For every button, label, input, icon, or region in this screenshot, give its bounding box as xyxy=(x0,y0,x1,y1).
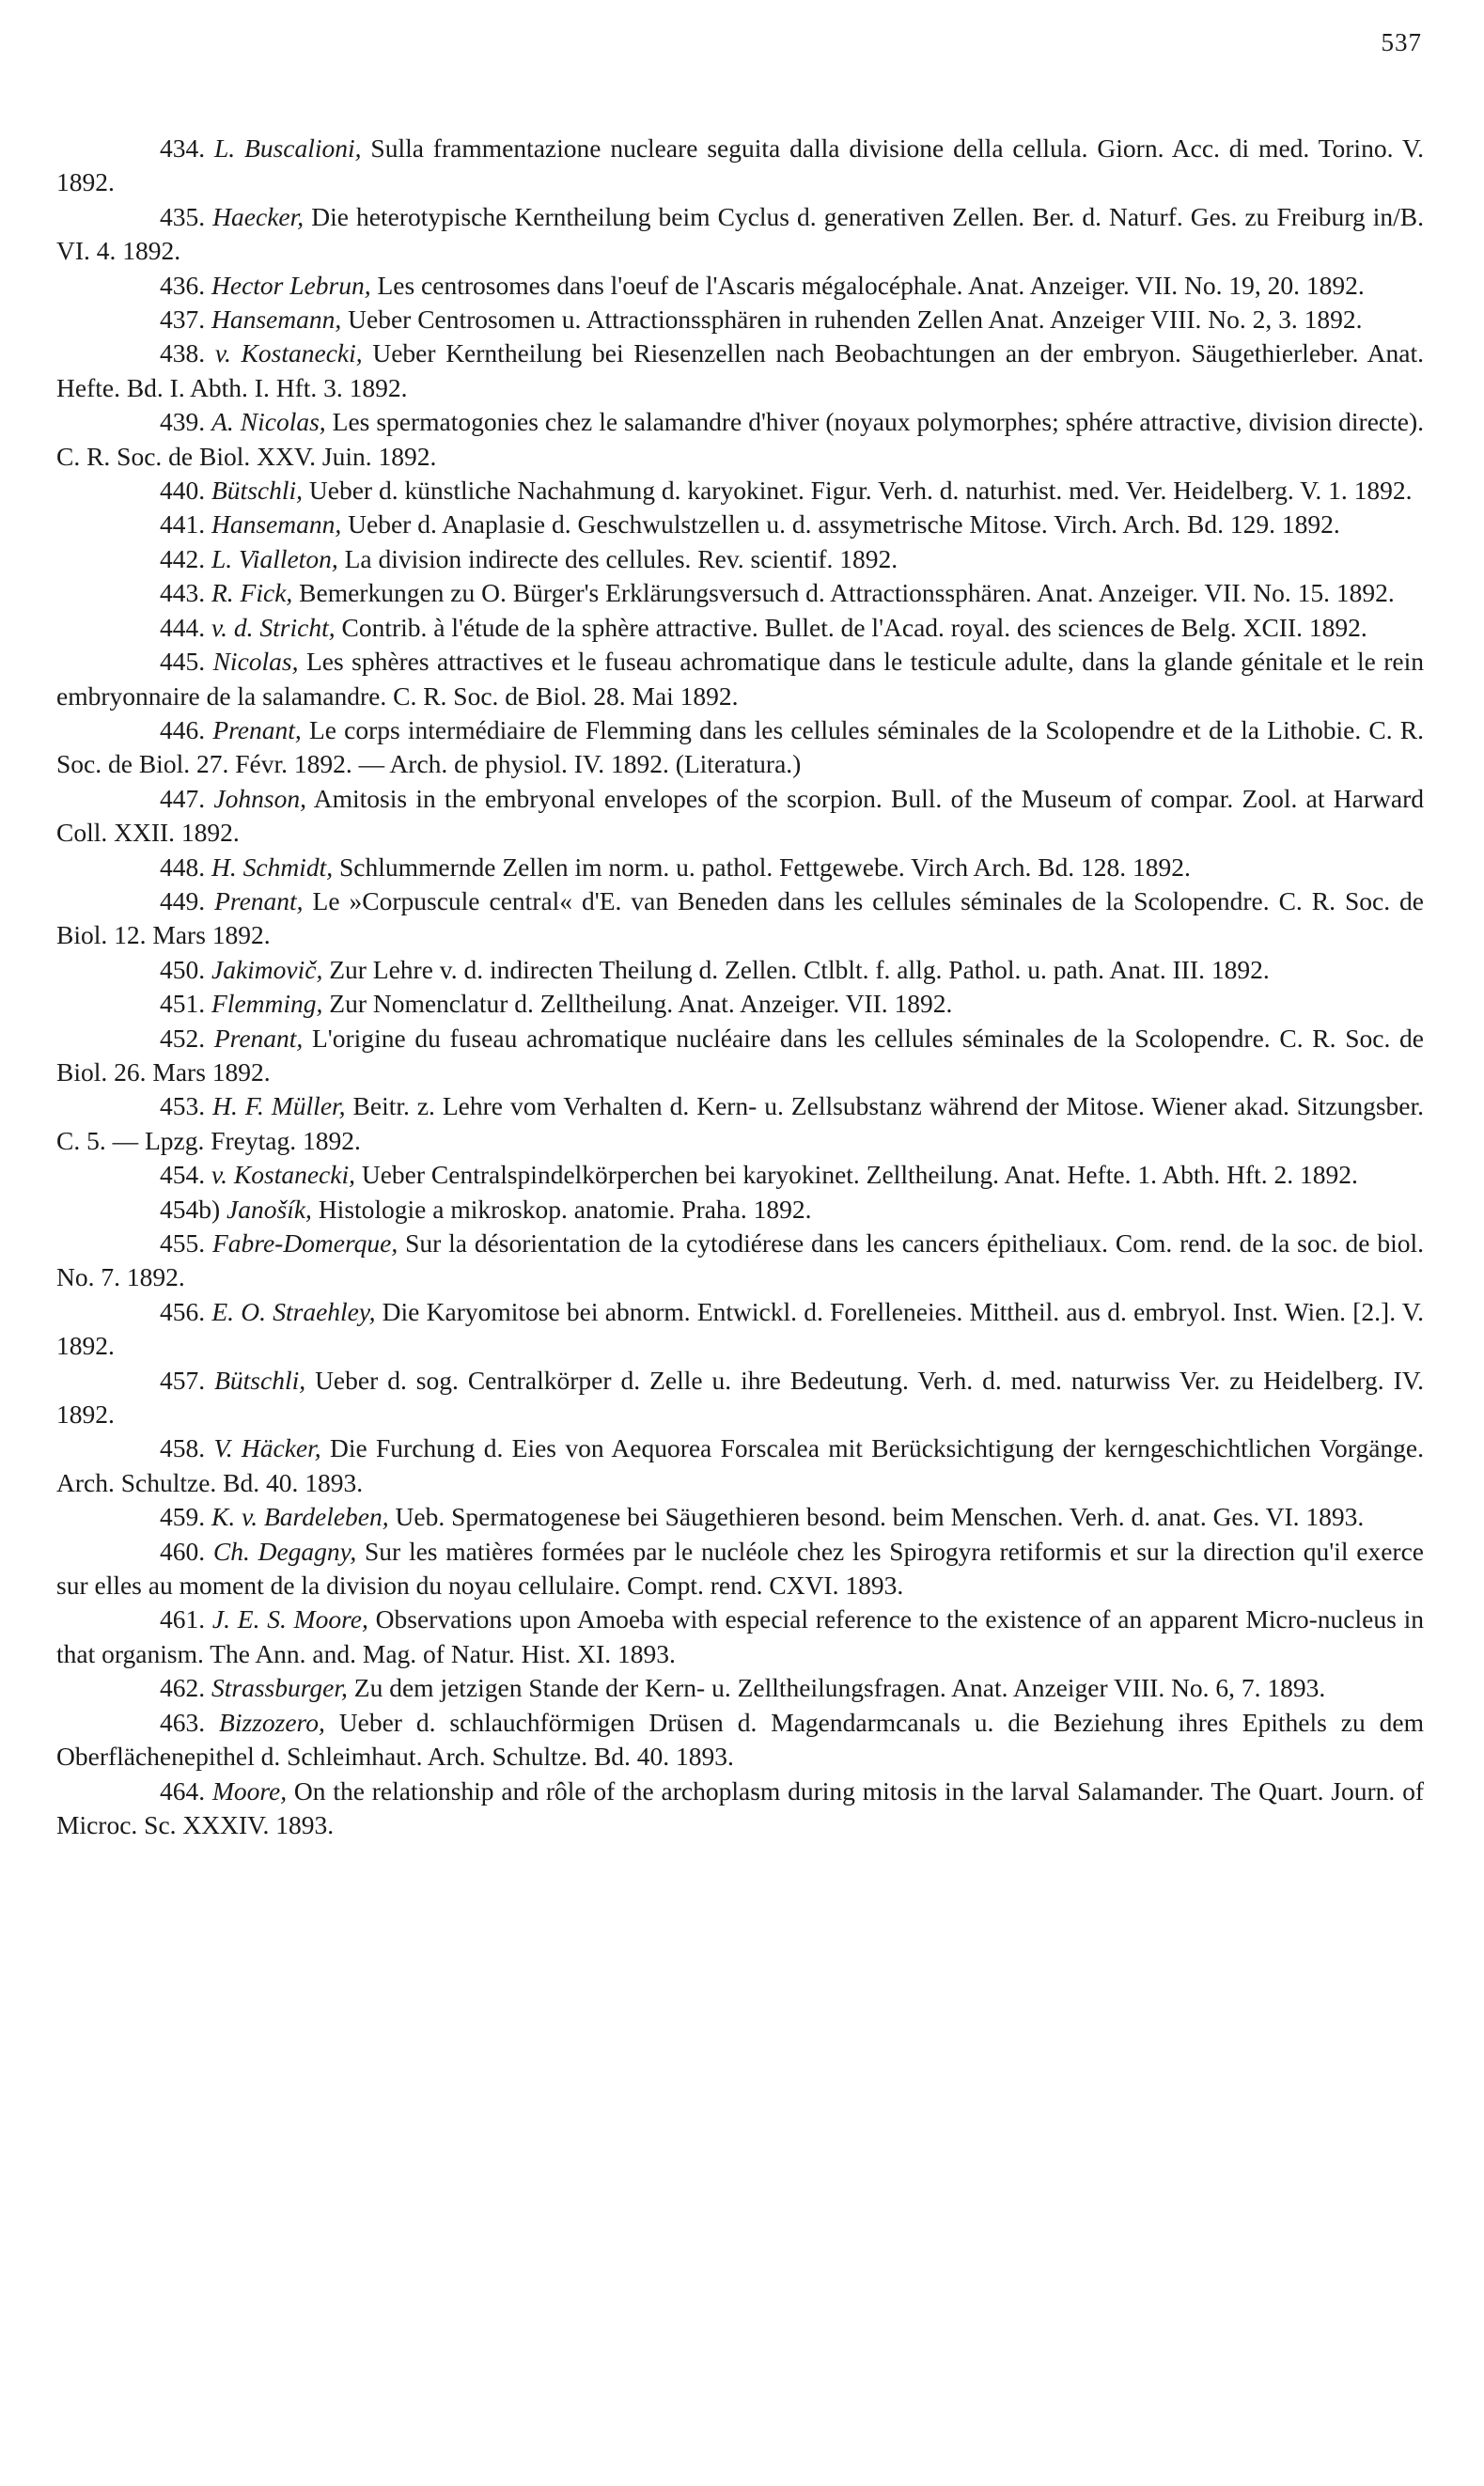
entry-citation: Die heterotypische Kerntheilung beim Cyclus d. generativen Zellen. Ber. d. Naturf. Ges. zu Freiburg in/B. VI. 4. 1892. xyxy=(56,201,1424,266)
entry-citation: La division indirecte des cellules. Rev. scientif. 1892. xyxy=(337,543,898,573)
entry-author: Bütschli, xyxy=(214,1365,306,1395)
bibliography-entry xyxy=(56,1706,1424,1775)
entry-author: Flemming, xyxy=(211,989,323,1019)
entry-number: 450. xyxy=(160,954,206,984)
bibliography-entry xyxy=(56,1022,1424,1090)
entry-citation: Ueb. Spermatogenese bei Säugethieren besond. beim Menschen. Verh. d. anat. Ges. VI. 1893. xyxy=(388,1502,1365,1532)
bibliography-entry xyxy=(56,987,1424,1021)
entry-author: Haecker, xyxy=(212,201,305,231)
entry-number: 437. xyxy=(160,305,206,335)
entry-citation: Sur les matières formées par le nucléole chez les Spirogyra retiformis et sur la direction qu'il exerce sur elles au moment de la division du noyau cellulaire. Compt. rend. CXVI. 1893. xyxy=(56,1536,1424,1601)
entry-number: 448. xyxy=(160,852,206,882)
bibliography-list xyxy=(56,132,1424,1842)
entry-number: 434. xyxy=(160,133,206,163)
entry-citation: Beitr. z. Lehre vom Verhalten d. Kern- u. Zellsubstanz während der Mitose. Wiener akad. Sitzungsber. C. 5. — Lpzg. Freytag. 1892. xyxy=(56,1091,1425,1155)
entry-number: 458. xyxy=(160,1433,206,1463)
bibliography-entry xyxy=(56,782,1424,851)
entry-citation: Contrib. à l'étude de la sphère attractive. Bullet. de l'Acad. royal. des sciences de Belg. XCII. 1892. xyxy=(335,612,1367,642)
bibliography-entry xyxy=(56,1364,1424,1432)
entry-number: 439. xyxy=(160,407,206,437)
entry-citation: Ueber d. sog. Centralkörper d. Zelle u. ihre Bedeutung. Verh. d. med. naturwiss Ver. zu Heidelberg. IV. 1892. xyxy=(56,1365,1424,1430)
entry-number: 436. xyxy=(160,270,206,300)
entry-author: J. E. S. Moore, xyxy=(211,1604,368,1634)
bibliography-entry xyxy=(56,132,1424,200)
entry-number: 455. xyxy=(160,1228,206,1258)
entry-citation: Zur Nomenclatur d. Zelltheilung. Anat. Anzeiger. VII. 1892. xyxy=(322,989,953,1019)
entry-number: 463. xyxy=(160,1707,206,1737)
bibliography-entry xyxy=(56,645,1424,713)
entry-number: 453. xyxy=(160,1091,206,1121)
bibliography-entry xyxy=(56,576,1424,610)
entry-citation: Zur Lehre v. d. indirecten Theilung d. Zellen. Ctlblt. f. allg. Pathol. u. path. Anat. III. 1892. xyxy=(322,954,1270,984)
entry-number: 464. xyxy=(160,1775,206,1806)
entry-author: Hansemann, xyxy=(211,509,342,539)
bibliography-entry xyxy=(56,713,1424,782)
bibliography-entry xyxy=(56,1193,1424,1227)
page-number: 537 xyxy=(1381,28,1422,56)
bibliography-entry xyxy=(56,542,1424,576)
entry-citation: Sulla frammentazione nucleare seguita dalla divisione della cellula. Giorn. Acc. di med. Torino. V. 1892. xyxy=(56,133,1425,197)
entry-number: 454b) xyxy=(160,1194,221,1224)
entry-author: A. Nicolas, xyxy=(211,407,326,437)
entry-number: 454. xyxy=(160,1160,206,1190)
entry-citation: Ueber Kerntheilung bei Riesenzellen nach Beobachtungen an der embryon. Säugethierleber. Anat. Hefte. Bd. I. Abth. I. Hft. 3. 1892. xyxy=(56,338,1425,402)
entry-number: 462. xyxy=(160,1673,206,1703)
entry-author: L. Buscalioni, xyxy=(214,133,362,163)
entry-number: 443. xyxy=(160,578,206,608)
entry-author: Bütschli, xyxy=(211,476,304,506)
entry-number: 456. xyxy=(160,1296,206,1326)
entry-citation: Ueber Centralspindelkörperchen bei karyokinet. Zelltheilung. Anat. Hefte. 1. Abth. Hft. 2. 1892. xyxy=(354,1160,1358,1190)
entry-author: Prenant, xyxy=(213,1023,304,1053)
entry-author: Ch. Degagny, xyxy=(212,1536,357,1566)
bibliography-entry xyxy=(56,1158,1424,1192)
entry-author: v. d. Stricht, xyxy=(211,612,336,642)
entry-citation: Ueber d. Anaplasie d. Geschwulstzellen u. d. assymetrische Mitose. Virch. Arch. Bd. 129. 1892. xyxy=(341,509,1340,539)
bibliography-entry xyxy=(56,1089,1424,1158)
bibliography-entry xyxy=(56,405,1424,474)
entry-number: 442. xyxy=(160,543,206,573)
entry-citation: Les centrosomes dans l'oeuf de l'Ascaris mégalocéphale. Anat. Anzeiger. VII. No. 19, 20. 1892. xyxy=(370,270,1365,300)
bibliography-entry xyxy=(56,851,1424,884)
entry-author: Hansemann, xyxy=(211,305,342,335)
entry-author: Jakimovič, xyxy=(211,954,323,984)
bibliography-entry xyxy=(56,1603,1424,1671)
entry-number: 451. xyxy=(160,989,206,1019)
bibliography-entry xyxy=(56,1227,1424,1295)
bibliography-entry xyxy=(56,200,1424,269)
entry-citation: Le corps intermédiaire de Flemming dans les cellules séminales de la Scolopendre et de la Lithobie. C. R. Soc. de Biol. 27. Févr. 1892. — Arch. de physiol. IV. 1892. (Literatura.) xyxy=(56,714,1424,779)
entry-number: 452. xyxy=(160,1023,206,1053)
entry-author: Bizzozero, xyxy=(219,1707,325,1737)
bibliography-entry xyxy=(56,303,1424,336)
entry-author: v. Kostanecki, xyxy=(211,1160,355,1190)
bibliography-entry xyxy=(56,336,1424,405)
bibliography-entry xyxy=(56,1500,1424,1534)
entry-citation: Die Furchung d. Eies von Aequorea Forscalea mit Berücksichtigung der kerngeschichtlichen Vorgänge. Arch. Schultze. Bd. 40. 1893. xyxy=(56,1433,1424,1497)
entry-citation: Die Karyomitose bei abnorm. Entwickl. d. Forelleneies. Mittheil. aus d. embryol. Inst. Wien. [2.]. V. 1892. xyxy=(56,1296,1424,1361)
entry-number: 457. xyxy=(160,1365,206,1395)
bibliography-entry xyxy=(56,508,1424,541)
bibliography-entry xyxy=(56,1295,1424,1364)
entry-citation: Les spermatogonies chez le salamandre d'hiver (noyaux polymorphes; sphére attractive, division directe). C. R. Soc. de Biol. XXV. Juin. 1892. xyxy=(56,407,1425,471)
bibliography-entry xyxy=(56,1775,1424,1843)
bibliography-entry xyxy=(56,1535,1424,1603)
entry-citation: Sur la désorientation de la cytodiérese dans les cancers épitheliaux. Com. rend. de la soc. de biol. No. 7. 1892. xyxy=(56,1228,1425,1292)
entry-number: 438. xyxy=(160,338,206,368)
entry-number: 441. xyxy=(160,509,206,539)
entry-author: L. Vialleton, xyxy=(211,543,338,573)
entry-citation: Observations upon Amoeba with especial reference to the existence of an apparent Micro-nucleus in that organism. The Ann. and. Mag. of Natur. Hist. XI. 1893. xyxy=(56,1604,1424,1668)
entry-number: 459. xyxy=(160,1502,206,1532)
entry-citation: On the relationship and rôle of the archoplasm during mitosis in the larval Salamander. The Quart. Journ. of Microc. Sc. XXXIV. 1893. xyxy=(56,1775,1424,1839)
bibliography-entry xyxy=(56,611,1424,645)
entry-number: 435. xyxy=(160,201,206,231)
entry-number: 444. xyxy=(160,612,206,642)
bibliography-entry xyxy=(56,1671,1424,1705)
entry-citation: Zu dem jetzigen Stande der Kern- u. Zelltheilungsfragen. Anat. Anzeiger VIII. No. 6, 7. 1893. xyxy=(347,1673,1326,1703)
entry-author: Prenant, xyxy=(214,885,304,915)
bibliography-entry xyxy=(56,953,1424,987)
entry-citation: Histologie a mikroskop. anatomie. Praha. 1892. xyxy=(311,1194,812,1224)
entry-author: H. F. Müller, xyxy=(212,1091,346,1121)
entry-author: H. Schmidt, xyxy=(211,852,334,882)
entry-citation: Amitosis in the embryonal envelopes of the scorpion. Bull. of the Museum of compar. Zool. at Harward Coll. XXII. 1892. xyxy=(56,783,1424,848)
entry-author: Nicolas, xyxy=(212,647,299,677)
entry-citation: Schlummernde Zellen im norm. u. pathol. Fettgewebe. Virch Arch. Bd. 128. 1892. xyxy=(333,852,1191,882)
entry-author: Fabre-Domerque, xyxy=(211,1228,398,1258)
entry-citation: L'origine du fuseau achromatique nucléaire dans les cellules séminales de la Scolopendre. C. R. Soc. de Biol. 26. Mars 1892. xyxy=(56,1023,1425,1087)
entry-number: 447. xyxy=(160,783,206,813)
entry-author: Janošík, xyxy=(227,1194,312,1224)
entry-author: K. v. Bardeleben, xyxy=(211,1502,389,1532)
entry-author: R. Fick, xyxy=(211,578,293,608)
entry-citation: Ueber Centrosomen u. Attractionssphären in ruhenden Zellen Anat. Anzeiger VIII. No. 2, 3. 1892. xyxy=(341,305,1363,335)
entry-author: E. O. Straehley, xyxy=(211,1296,376,1326)
entry-citation: Ueber d. schlauchförmigen Drüsen d. Magendarmcanals u. die Beziehung ihres Epithels zu dem Oberflächenepithel d. Schleimhaut. Arch. Schultze. Bd. 40. 1893. xyxy=(56,1707,1424,1772)
entry-citation: Le »Corpuscule central« d'E. van Beneden dans les cellules séminales de la Scolopendre. C. R. Soc. de Biol. 12. Mars 1892. xyxy=(56,885,1425,950)
entry-author: v. Kostanecki, xyxy=(214,338,363,368)
entry-author: Prenant, xyxy=(212,714,302,744)
entry-citation: Ueber d. künstliche Nachahmung d. karyokinet. Figur. Verh. d. naturhist. med. Ver. Heidelberg. V. 1. 1892. xyxy=(303,476,1413,506)
entry-number: 460. xyxy=(160,1536,206,1566)
bibliography-entry xyxy=(56,884,1424,953)
entry-author: Hector Lebrun, xyxy=(211,270,371,300)
entry-author: Johnson, xyxy=(213,783,306,813)
bibliography-entry xyxy=(56,1431,1424,1500)
entry-number: 440. xyxy=(160,476,206,506)
bibliography-entry xyxy=(56,474,1424,508)
entry-author: Strassburger, xyxy=(211,1673,348,1703)
entry-number: 446. xyxy=(160,714,206,744)
entry-number: 461. xyxy=(160,1604,206,1634)
bibliography-entry xyxy=(56,269,1424,303)
entry-citation: Bemerkungen zu O. Bürger's Erklärungsversuch d. Attractionssphären. Anat. Anzeiger. VII. No. 15. 1892. xyxy=(292,578,1395,608)
entry-number: 449. xyxy=(160,885,206,915)
entry-author: V. Häcker, xyxy=(213,1433,321,1463)
entry-citation: Les sphères attractives et le fuseau achromatique dans le testicule adulte, dans la glande génitale et le rein embryonnaire de la salamandre. C. R. Soc. de Biol. 28. Mai 1892. xyxy=(56,647,1424,711)
entry-author: Moore, xyxy=(211,1775,288,1806)
entry-number: 445. xyxy=(160,647,206,677)
